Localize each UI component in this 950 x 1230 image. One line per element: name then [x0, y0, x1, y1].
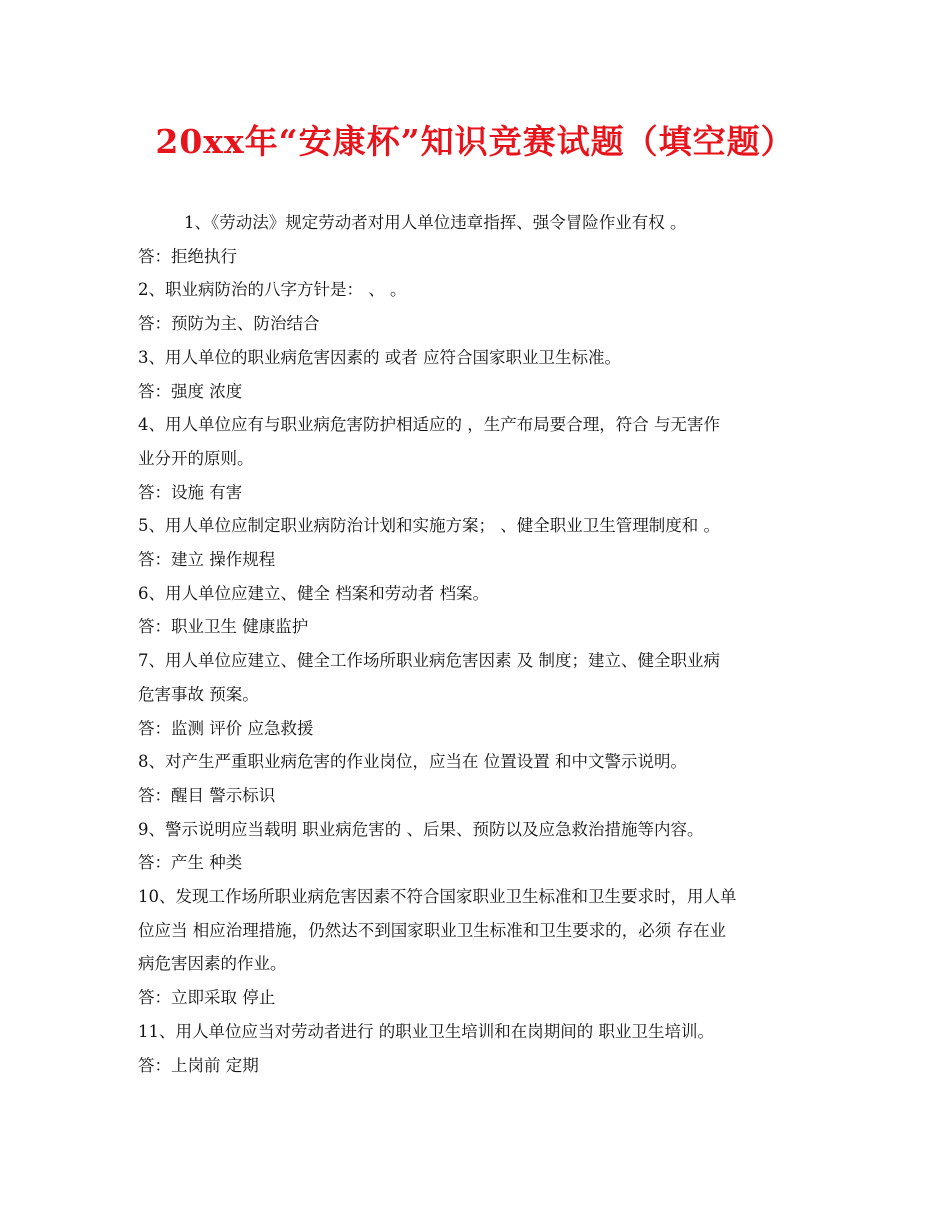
answer-line: 答：建立 操作规程	[138, 550, 276, 570]
answer-line: 答：产生 种类	[138, 853, 243, 873]
question-line: 10、发现工作场所职业病危害因素不符合国家职业卫生标准和卫生要求时，用人单	[138, 887, 737, 907]
answer-line: 答：醒目 警示标识	[138, 785, 276, 805]
question-line: 6、用人单位应建立、健全 档案和劳动者 档案。	[138, 583, 489, 603]
question-list	[138, 206, 818, 1082]
answer-line: 答：立即采取 停止	[138, 988, 276, 1008]
answer-line: 答：预防为主、防治结合	[138, 314, 320, 334]
question-line: 5、用人单位应制定职业病防治计划和实施方案； 、健全职业卫生管理制度和 。	[138, 516, 720, 536]
page-title: 20xx年“安康杯”知识竞赛试题（填空题）	[155, 122, 795, 161]
answer-line: 答：强度 浓度	[138, 381, 243, 401]
question-line-continued: 危害事故 预案。	[138, 684, 259, 704]
question-line: 7、用人单位应建立、健全工作场所职业病危害因素 及 制度；建立、健全职业病	[138, 651, 720, 671]
answer-line: 答：设施 有害	[138, 482, 243, 502]
question-line: 11、用人单位应当对劳动者进行 的职业卫生培训和在岗期间的 职业卫生培训。	[138, 1021, 714, 1041]
answer-line: 答：上岗前 定期	[138, 1055, 259, 1075]
answer-line: 答：拒绝执行	[138, 246, 237, 266]
question-line-continued: 位应当 相应治理措施，仍然达不到国家职业卫生标准和卫生要求的，必须 存在业	[138, 920, 726, 940]
question-line-continued: 病危害因素的作业。	[138, 954, 287, 974]
question-line-continued: 业分开的原则。	[138, 448, 254, 468]
answer-line: 答：职业卫生 健康监护	[138, 617, 309, 637]
question-line: 2、职业病防治的八字方针是： 、 。	[138, 280, 407, 300]
question-line: 9、警示说明应当载明 职业病危害的 、后果、预防以及应急救治措施等内容。	[138, 819, 704, 839]
question-line: 8、对产生严重职业病危害的作业岗位，应当在 位置设置 和中文警示说明。	[138, 752, 687, 772]
question-line: 3、用人单位的职业病危害因素的 或者 应符合国家职业卫生标准。	[138, 347, 621, 367]
question-line: 1、《劳动法》规定劳动者对用人单位违章指挥、强令冒险作业有权 。	[184, 213, 687, 232]
question-line: 4、用人单位应有与职业病危害防护相适应的 ，生产布局要合理，符合 与无害作	[138, 415, 720, 435]
answer-line: 答：监测 评价 应急救援	[138, 718, 314, 738]
